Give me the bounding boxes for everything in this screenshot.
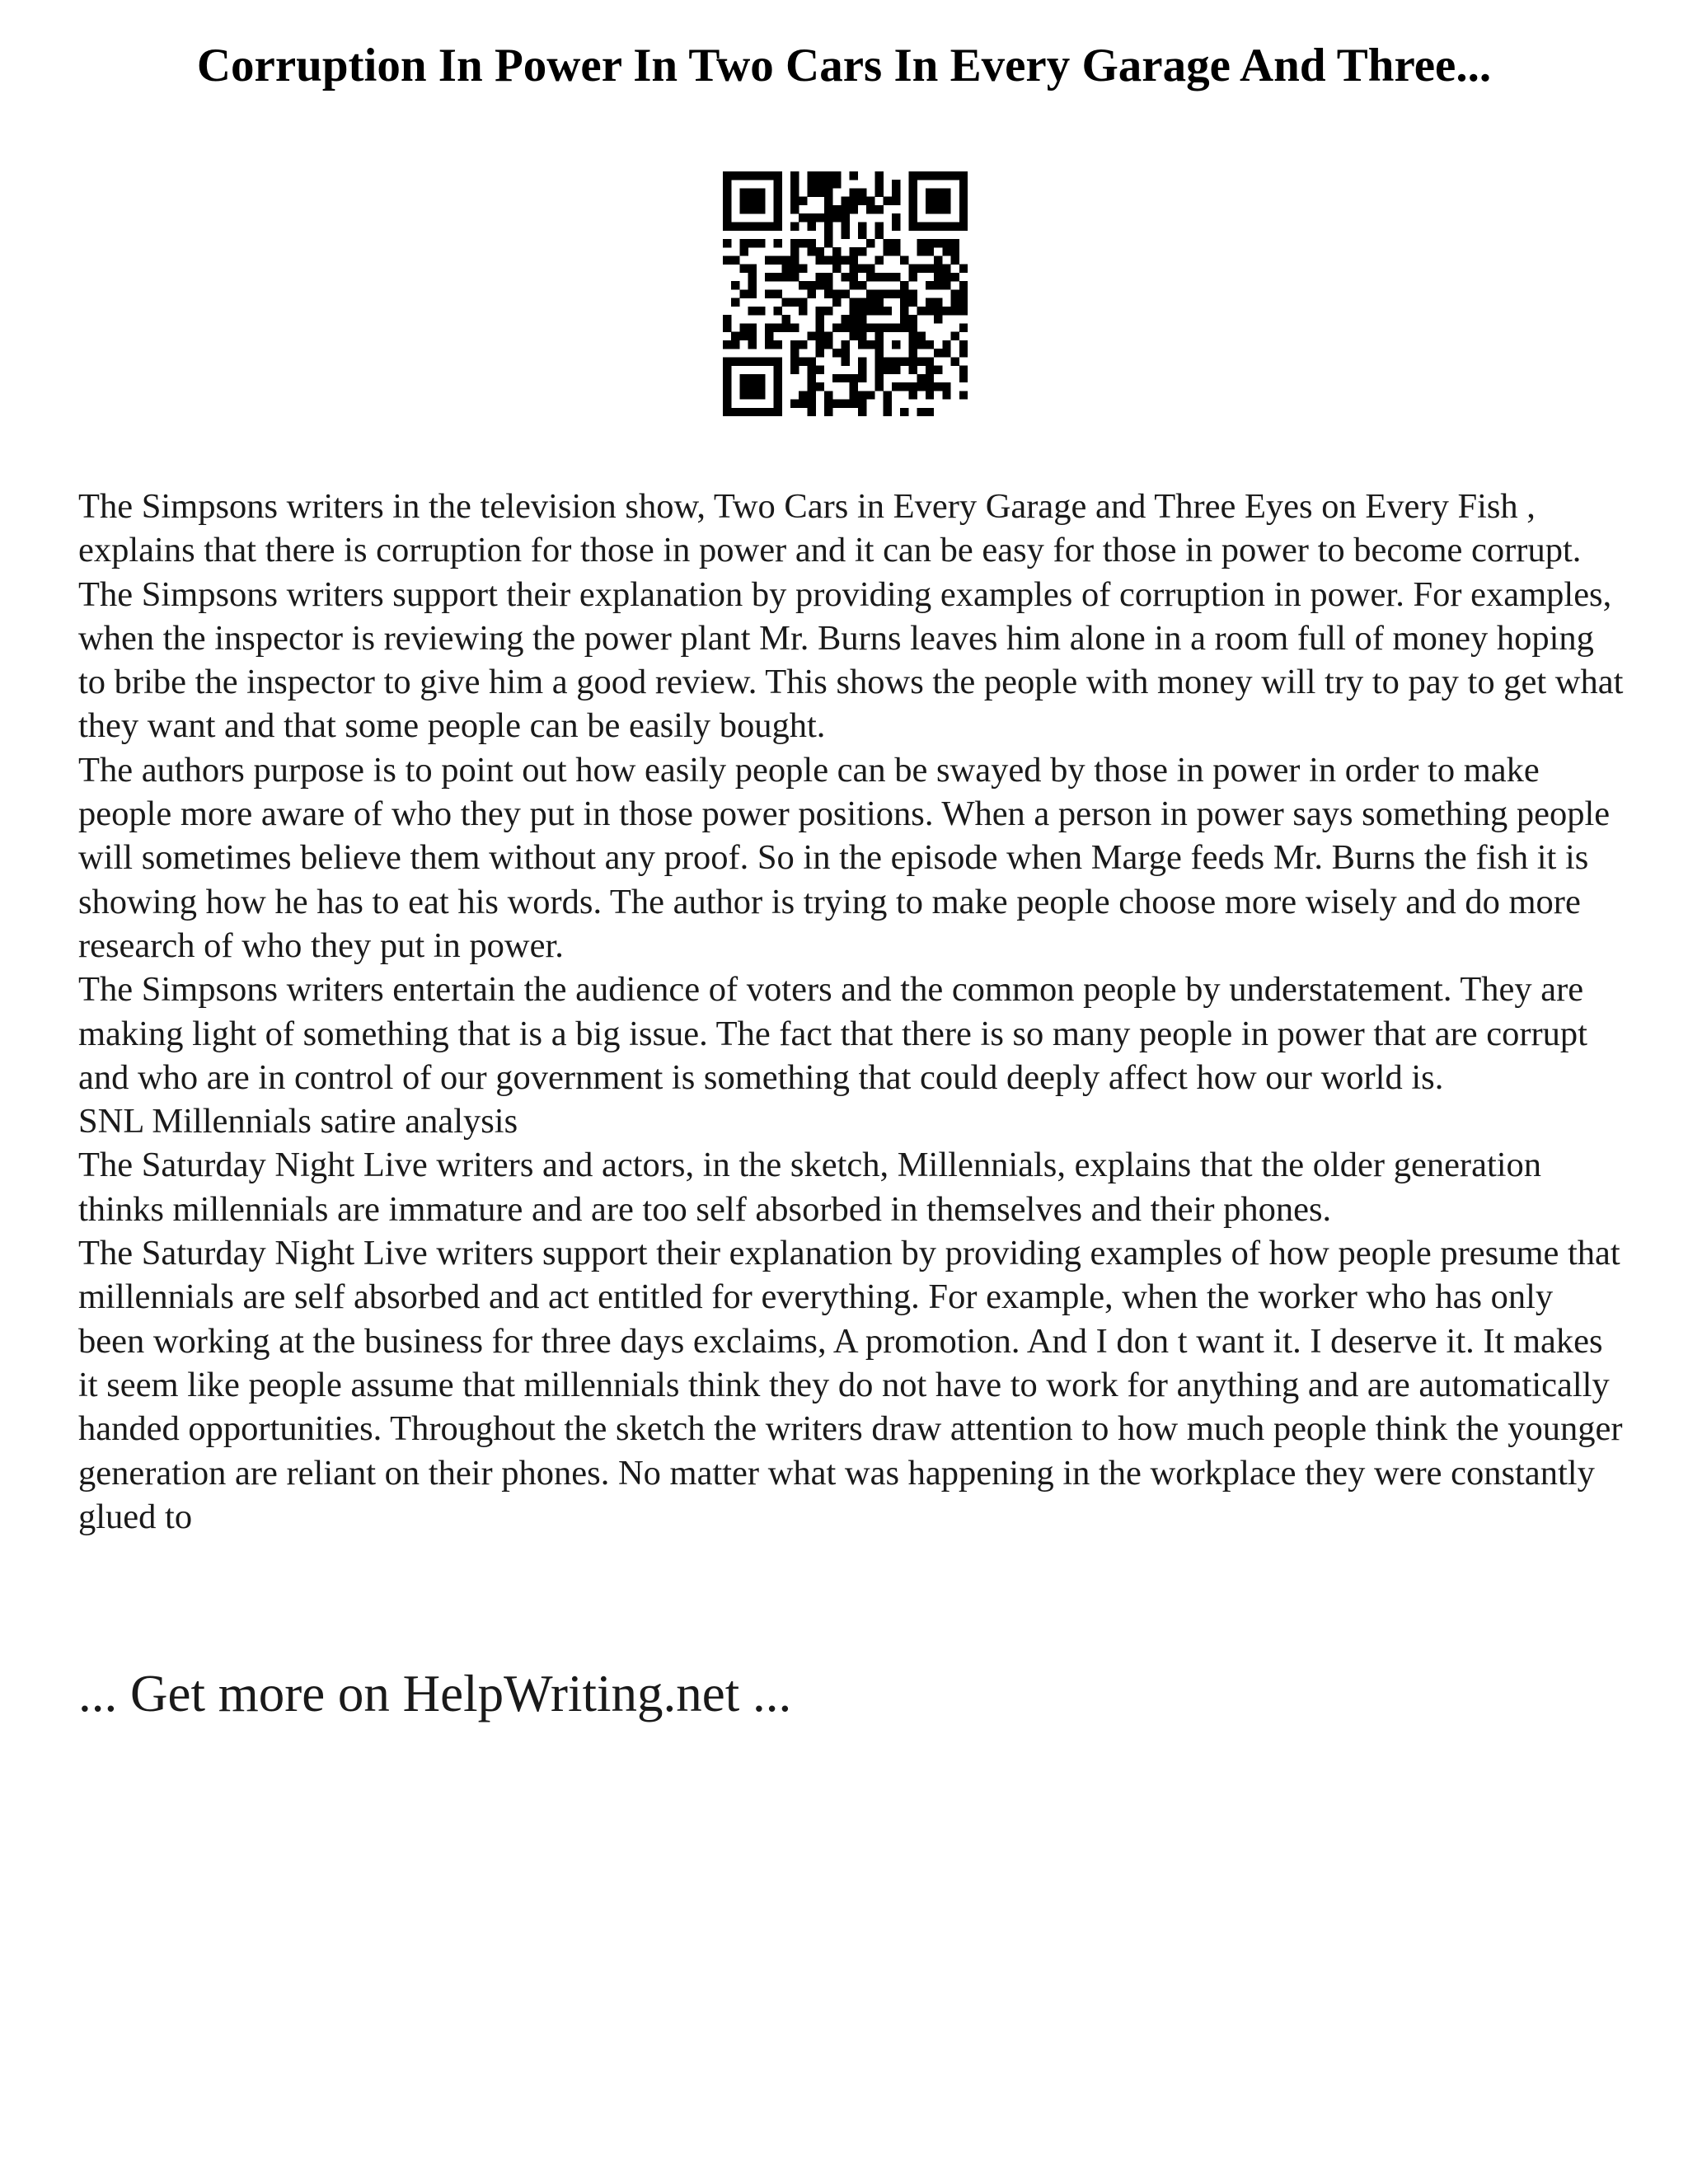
- section-heading-snl: SNL Millennials satire analysis: [78, 1102, 518, 1141]
- qr-code-graphic: [723, 171, 968, 416]
- paragraph-snl-examples: The Saturday Night Live writers support their explanation by providing examples of how people presume that millennials are self absorbed and act entitled for everything. For example, when the worker who has only been working at the business for three days exclaims, A promotion. And I don t want it. I deserve it. It makes it seem like people assume that millennials think they do not have to work for anything and are automatically handed opportunities. Throughout the sketch the writers draw attention to how much people think the younger generation are reliant on their phones. No matter what was happening in the workplace they were constantly glued to: [78, 1234, 1623, 1536]
- document-title: Corruption In Power In Two Cars In Every Garage And Three...: [196, 40, 1492, 91]
- document-body: [78, 485, 1628, 1539]
- paragraph-simpsons-entertain: The Simpsons writers entertain the audience of voters and the common people by understatement. They are making light of something that is a big issue. The fact that there is so many people in power that are corrupt and who are in control of our government is something that could deeply affect how our world is.: [78, 970, 1587, 1097]
- get-more-link[interactable]: ... Get more on HelpWriting.net ...: [78, 1665, 792, 1722]
- paragraph-snl-intro: The Saturday Night Live writers and actors, in the sketch, Millennials, explains that the older generation thinks millennials are immature and are too self absorbed in themselves and their phones.: [78, 1146, 1542, 1229]
- qr-code-icon: [723, 171, 968, 416]
- paragraph-simpsons-examples: The Simpsons writers support their explanation by providing examples of corruption in power. For examples, when the inspector is reviewing the power plant Mr. Burns leaves him alone in a room full of money hoping to bribe the inspector to give him a good review. This shows the people with money will try to pay to get what they want and that some people can be easily bought.: [78, 574, 1624, 746]
- paragraph-authors-purpose: The authors purpose is to point out how easily people can be swayed by those in power in order to make people more aware of who they put in those power positions. When a person in power says something people will sometimes believe them without any proof. So in the episode when Marge feeds Mr. Burns the fish it is showing how he has to eat his words. The author is trying to make people choose more wisely and do more research of who they put in power.: [78, 750, 1611, 965]
- paragraph-simpsons-intro: The Simpsons writers in the television show, Two Cars in Every Garage and Three Eyes on Every Fish , explains that there is corruption for those in power and it can be easy for those in power to become corrupt.: [78, 487, 1582, 570]
